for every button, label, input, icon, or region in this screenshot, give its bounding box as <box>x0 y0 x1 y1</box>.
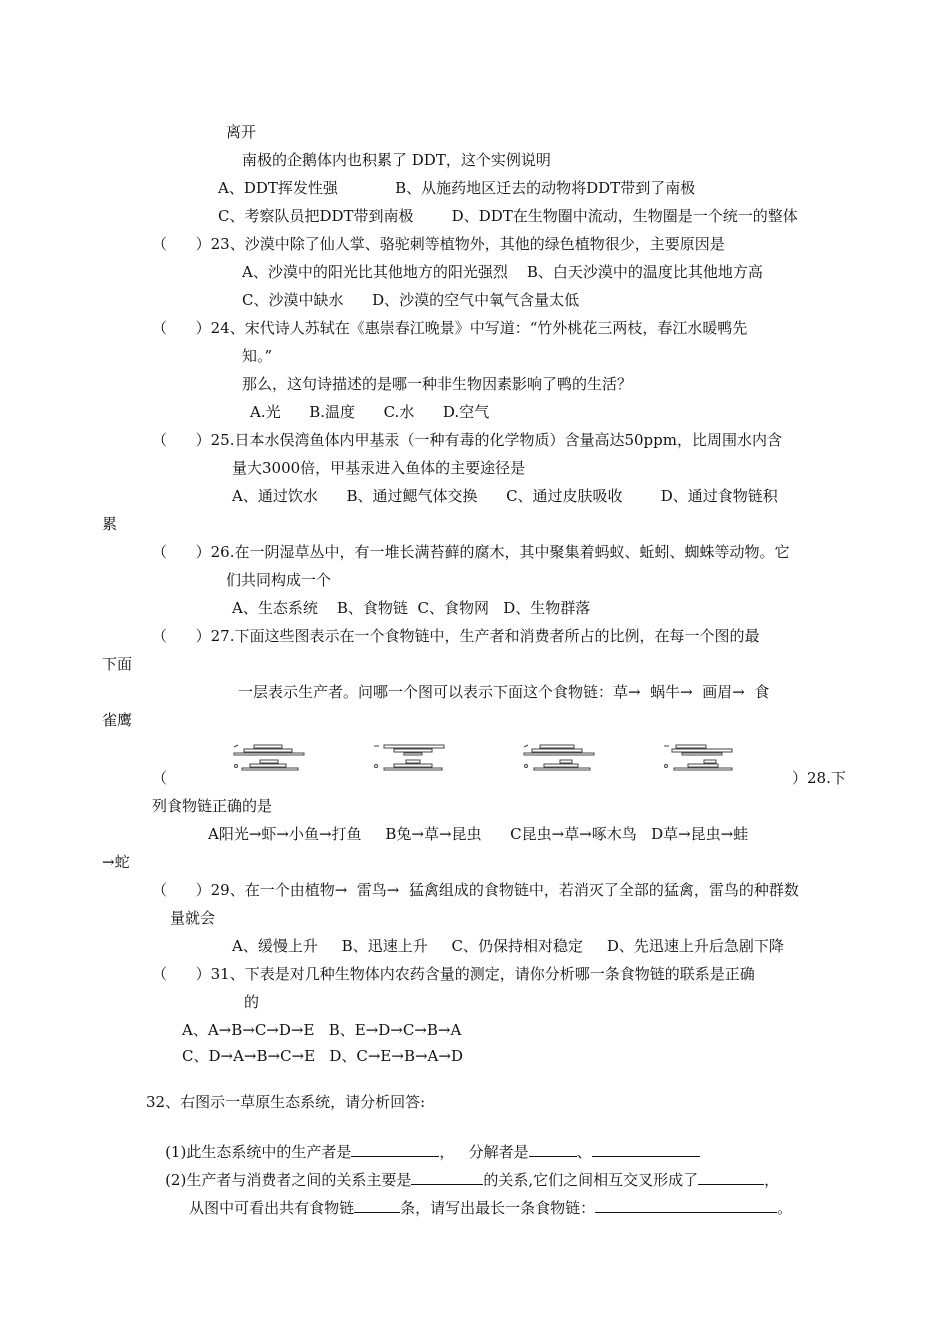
fill-in-line <box>170 1176 792 1238</box>
option-line: A阳光→虾→小鱼→打鱼 B兔→草→昆虫 C昆虫→草→啄木鸟 D草→昆虫→蛙 <box>208 825 749 843</box>
text-line: 离开 <box>226 123 257 141</box>
text-line: 列食物链正确的是 <box>152 797 273 815</box>
fill-in-text: (2)生产者与消费者之间的关系主要是 <box>165 1171 412 1189</box>
question-24: （ ）24、宋代诗人苏轼在《惠崇春江晚景》中写道：“竹外桃花三两枝，春江水暖鸭先 <box>152 319 748 337</box>
fill-in-text: 条，请写出最长一条食物链： <box>400 1199 596 1217</box>
option-line: A、沙漠中的阳光比其他地方的阳光强烈 B、白天沙漠中的温度比其他地方高 <box>242 263 763 281</box>
question-23: （ ）23、沙漠中除了仙人掌、骆驼刺等植物外，其他的绿色植物很少，主要原因是 <box>152 235 725 253</box>
question-25: （ ）25.日本水俣湾鱼体内甲基汞（一种有毒的化学物质）含量高达50ppm，比周围水内含 <box>152 431 782 449</box>
text-line: 累 <box>102 515 118 533</box>
fill-in-text: ， 分解者是 <box>439 1143 529 1161</box>
answer-blank[interactable] <box>354 1196 400 1213</box>
option-line: C、D→A→B→C→E D、C→E→B→A→D <box>182 1047 463 1065</box>
option-line: C、考察队员把DDT带到南极 D、DDT在生物圈中流动，生物圈是一个统一的整体 <box>218 207 798 225</box>
question-28: ）28.下 <box>792 769 846 787</box>
pyramid-figure-a <box>230 742 310 772</box>
question-27: （ ）27.下面这些图表示在一个食物链中，生产者和消费者所占的比例，在每一个图的最 <box>152 627 760 645</box>
fill-in-text: 、 <box>576 1143 592 1161</box>
fill-in-text: 从图中可看出共有食物链 <box>189 1199 355 1217</box>
text-line: 量大3000倍，甲基汞进入鱼体的主要途径是 <box>232 459 526 477</box>
text-line: 那么，这句诗描述的是哪一种非生物因素影响了鸭的生活？ <box>242 375 633 393</box>
text-line: 雀鹰 <box>102 711 133 729</box>
option-line: A、缓慢上升 B、迅速上升 C、仍保持相对稳定 D、先迅速上升后急剧下降 <box>232 937 784 955</box>
fill-in-text: 。 <box>777 1199 793 1217</box>
text-line: 量就会 <box>170 909 216 927</box>
question-32: 32、右图示一草原生态系统，请分析回答: <box>146 1093 426 1111</box>
option-line: A、A→B→C→D→E B、E→D→C→B→A <box>182 1021 462 1039</box>
option-line: A、通过饮水 B、通过鳃气体交换 C、通过皮肤吸收 D、通过食物链积 <box>232 487 778 505</box>
option-line: A、DDT挥发性强 B、从施药地区迁去的动物将DDT带到了南极 <box>218 179 696 197</box>
pyramid-figure-b <box>370 742 450 772</box>
question-31: （ ）31、下表是对几种生物体内农药含量的测定，请你分析哪一条食物链的联系是正确 <box>152 965 755 983</box>
fill-in-text: (1)此生态系统中的生产者是 <box>165 1143 352 1161</box>
pyramid-figure-c <box>520 742 600 772</box>
text-line: （ <box>152 769 168 787</box>
option-line: A.光 B.温度 C.水 D.空气 <box>250 403 490 421</box>
text-line: 知。” <box>242 347 273 365</box>
text-line: 们共同构成一个 <box>226 571 332 589</box>
question-26: （ ）26.在一阴湿草丛中，有一堆长满苔藓的腐木，其中聚集着蚂蚁、蚯蚓、蜘蛛等动物。它 <box>152 543 790 561</box>
text-line: 下面 <box>102 655 133 673</box>
text-line: 的 <box>244 993 260 1011</box>
option-line: A、生态系统 B、食物链 C、食物网 D、生物群落 <box>232 599 591 617</box>
option-line: C、沙漠中缺水 D、沙漠的空气中氧气含量太低 <box>242 291 580 309</box>
question-29: （ ）29、在一个由植物→ 雷鸟→ 猛禽组成的食物链中，若消灭了全部的猛禽，雷鸟的种群数 <box>152 881 799 899</box>
fill-in-text: ， <box>764 1171 780 1189</box>
text-line: 一层表示生产者。问哪一个图可以表示下面这个食物链：草→ 蜗牛→ 画眉→ 食 <box>238 683 770 701</box>
text-line: 南极的企鹅体内也积累了 DDT，这个实例说明 <box>242 151 551 169</box>
pyramid-figure-d <box>660 742 740 772</box>
text-line: →蛇 <box>102 853 130 871</box>
answer-blank[interactable] <box>595 1196 777 1213</box>
fill-in-text: 的关系,它们之间相互交叉形成了 <box>483 1171 699 1189</box>
